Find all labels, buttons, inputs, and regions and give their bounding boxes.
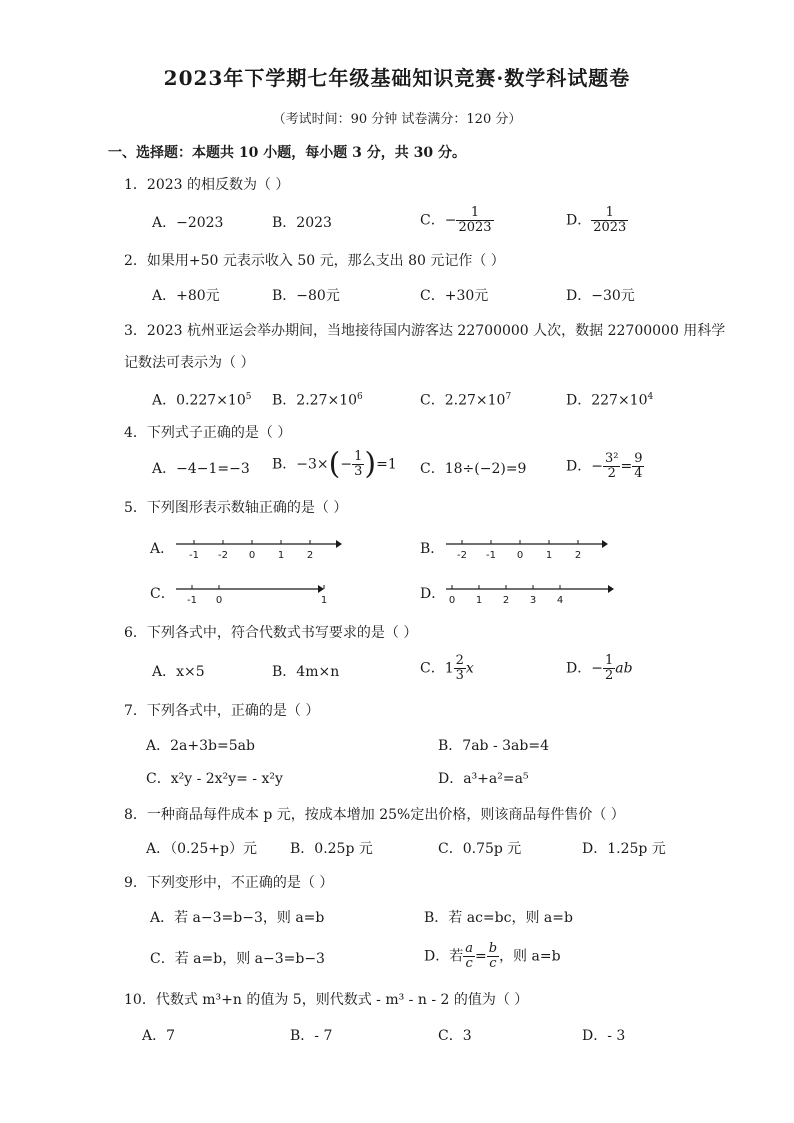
option-label: D． (566, 212, 592, 229)
option-text: D．若 (424, 948, 464, 965)
tick-label: 4 (556, 595, 564, 606)
numerator: 3² (604, 451, 619, 466)
question-1-option-c (420, 206, 494, 235)
question-3-stem-line1: 3．2023 杭州亚运会举办期间，当地接待国内游客达 22700000 人次，数据 22700000 用科学 (124, 323, 726, 339)
tick-label: 1 (277, 550, 285, 561)
question-8-option-d: D．1.25p 元 (582, 841, 666, 857)
question-2-stem: 2．如果用+50 元表示收入 50 元，那么支出 80 元记作（ ） (124, 253, 505, 269)
question-8-option-c: C．0.75p 元 (438, 841, 522, 857)
fraction (603, 452, 620, 481)
question-2-option-c: C．+30元 (420, 288, 489, 304)
tick-label: 3 (529, 595, 537, 606)
question-4-option-a: A．−4−1=−3 (152, 461, 250, 477)
fraction (454, 654, 466, 683)
exponent: 7 (505, 392, 512, 402)
number-line-d (446, 579, 616, 607)
option-text: D．− (566, 458, 603, 475)
question-7-option-b: B．7ab - 3ab=4 (438, 738, 549, 754)
tick-label: 0 (516, 550, 524, 561)
question-6-option-d (566, 654, 633, 683)
fraction (591, 206, 628, 235)
option-label: C．− (420, 212, 457, 229)
denominator: 3 (354, 464, 363, 479)
question-7-option-a: A．2a+3b=5ab (146, 738, 255, 754)
question-5-option-d: D． (420, 586, 446, 602)
question-10-option-d: D．- 3 (582, 1028, 626, 1044)
question-8-stem: 8．一种商品每件成本 p 元，按成本增加 25%定出价格，则该商品每件售价（ ） (124, 807, 625, 823)
question-1-option-d (566, 206, 628, 235)
numerator: a (465, 941, 473, 956)
denominator: 2 (604, 668, 614, 683)
option-text: A．0.227×10 (152, 392, 246, 409)
tick-label: 1 (545, 550, 553, 561)
number-line-a (176, 534, 341, 562)
number-line-b (446, 534, 611, 562)
tick-label: 0 (448, 595, 456, 606)
question-5-option-b: B． (420, 541, 445, 557)
fraction (352, 450, 364, 479)
numerator: 1 (604, 653, 614, 668)
question-3-option-b (272, 388, 363, 410)
question-2-option-a: A．+80元 (152, 288, 220, 304)
option-text: D．227×10 (566, 392, 648, 409)
question-7-option-c: C．x²y - 2x²y= - x²y (146, 771, 283, 787)
tick-label: -1 (486, 550, 496, 561)
question-3-option-a (152, 388, 251, 410)
page-title: 2023年下学期七年级基础知识竞赛·数学科试题卷 (163, 66, 631, 90)
question-10-option-c: C．3 (438, 1028, 472, 1044)
question-2-option-b: B．−80元 (272, 288, 340, 304)
question-1-option-a: A．−2023 (152, 215, 224, 231)
option-text: B．−3× (272, 456, 329, 473)
question-5-option-a: A． (150, 541, 175, 557)
option-text: B．2.27×10 (272, 392, 358, 409)
numerator: 1 (591, 206, 628, 221)
question-3-option-d (566, 388, 653, 410)
question-7-stem: 7．下列各式中，正确的是（ ） (124, 703, 320, 719)
question-8-option-b: B．0.25p 元 (290, 841, 373, 857)
question-6-option-b: B．4m×n (272, 664, 340, 680)
fraction (632, 452, 644, 481)
tick-label: -1 (189, 550, 199, 561)
question-10-option-b: B．- 7 (290, 1028, 333, 1044)
tick-label: 1 (320, 595, 328, 606)
denominator: 4 (634, 466, 643, 481)
exponent: 6 (357, 392, 363, 402)
question-6-option-a: A．x×5 (152, 664, 205, 680)
numerator: 2 (455, 653, 464, 668)
equals: = (475, 948, 487, 965)
denominator: c (465, 956, 473, 971)
tick-label: -2 (457, 550, 467, 561)
denominator: 2023 (458, 220, 492, 235)
option-text: D．− (566, 660, 603, 677)
denominator: c (489, 956, 497, 971)
tick-label: 2 (574, 550, 582, 561)
numerator: b (488, 941, 498, 956)
question-8-option-a: A．（0.25+p）元 (146, 841, 257, 857)
denominator: 2023 (593, 220, 627, 235)
numerator: 9 (634, 451, 643, 466)
numerator: 1 (354, 449, 363, 464)
question-9-option-d (424, 942, 561, 971)
question-1-stem: 1．2023 的相反数为（ ） (124, 177, 290, 193)
question-6-option-c (420, 654, 474, 683)
question-9-option-a: A．若 a−3=b−3，则 a=b (150, 910, 325, 926)
right-paren: ) (364, 446, 377, 482)
question-9-stem: 9．下列变形中，不正确的是（ ） (124, 875, 334, 891)
question-10-stem: 10．代数式 m³+n 的值为 5，则代数式 - m³ - n - 2 的值为（ ） (124, 992, 529, 1008)
fraction (487, 942, 499, 971)
tick-label: 0 (248, 550, 256, 561)
section-heading: 一、选择题：本题共 10 小题，每小题 3 分，共 30 分。 (108, 145, 466, 161)
tick-label: 2 (306, 550, 314, 561)
question-9-option-c: C．若 a=b，则 a−3=b−3 (150, 951, 325, 967)
question-9-option-b: B．若 ac=bc，则 a=b (424, 910, 573, 926)
denominator: 3 (455, 668, 464, 683)
numerator: 1 (456, 206, 493, 221)
option-text: ，则 a=b (499, 948, 561, 965)
question-1-option-b: B．2023 (272, 215, 332, 231)
option-text: =1 (376, 456, 397, 473)
exponent: 4 (647, 392, 654, 402)
denominator: 2 (607, 466, 616, 481)
tick-label: -1 (187, 595, 197, 606)
question-4-option-b: B．−3×(− $\frac{1}{3}$ )=1 (272, 446, 397, 482)
question-10-option-a: A．7 (142, 1028, 176, 1044)
question-5-option-c: C． (150, 586, 175, 602)
option-text: C．2.27×10 (420, 392, 506, 409)
tick-label: 2 (502, 595, 510, 606)
question-6-stem: 6．下列各式中，符合代数式书写要求的是（ ） (124, 625, 418, 641)
option-text: C．1 (420, 660, 454, 677)
variable: ab (615, 660, 633, 677)
tick-label: -2 (218, 550, 228, 561)
tick-label: 1 (475, 595, 483, 606)
number-line-c (176, 579, 326, 607)
exam-info: （考试时间：90 分钟 试卷满分：120 分） (272, 112, 522, 127)
fraction (603, 654, 615, 683)
question-7-option-d: D．a³+a²=a⁵ (438, 771, 529, 787)
equals: = (620, 458, 633, 475)
question-4-option-d (566, 452, 644, 481)
fraction (456, 206, 493, 235)
left-paren: ( (328, 446, 341, 482)
question-5-stem: 5．下列图形表示数轴正确的是（ ） (124, 500, 348, 516)
question-3-stem-line2: 记数法可表示为（ ） (124, 355, 255, 371)
variable: x (465, 660, 474, 677)
question-4-stem: 4．下列式子正确的是（ ） (124, 425, 292, 441)
question-4-option-c: C．18÷(−2)=9 (420, 461, 527, 477)
exponent: 5 (245, 392, 252, 402)
question-3-option-c (420, 388, 511, 410)
question-2-option-d: D．−30元 (566, 288, 635, 304)
fraction (463, 942, 475, 971)
tick-label: 0 (215, 595, 223, 606)
